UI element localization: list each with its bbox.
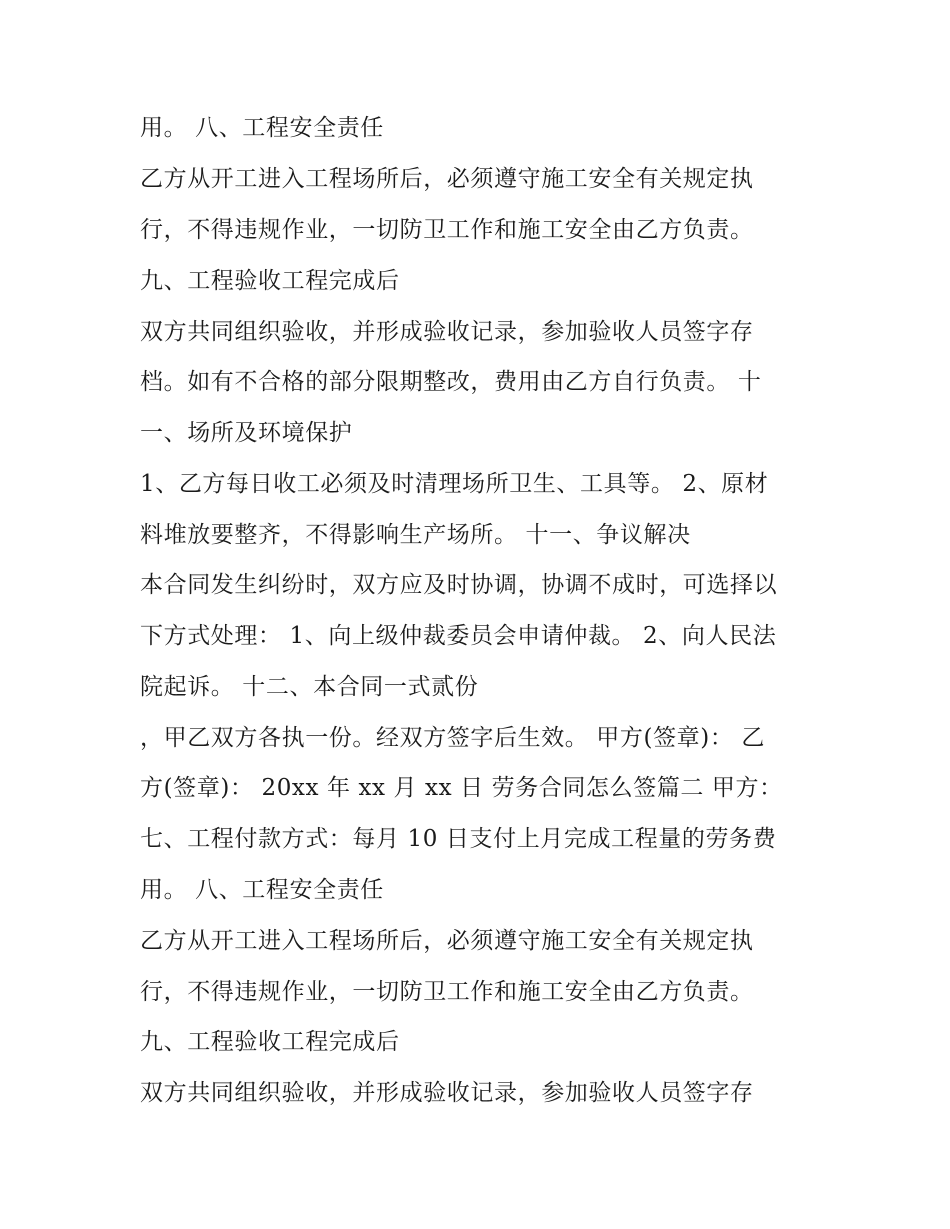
- text-line: 院起诉。 十二、本合同一式贰份: [140, 674, 479, 700]
- text-line: 行，不得违规作业，一切防卫工作和施工安全由乙方负责。: [140, 217, 754, 243]
- text-line: 下方式处理： 1、向上级仲裁委员会申请仲裁。 2、向人民法: [140, 623, 777, 649]
- text-line: 九、工程验收工程完成后: [140, 268, 400, 294]
- text-line: 用。 八、工程安全责任: [140, 877, 384, 903]
- text-line: 双方共同组织验收，并形成验收记录，参加验收人员签字存: [140, 1080, 754, 1106]
- text-line: 档。如有不合格的部分限期整改，费用由乙方自行负责。 十: [140, 369, 762, 395]
- text-line: ，甲乙双方各执一份。经双方签字后生效。 甲方(签章)： 乙: [140, 725, 765, 751]
- text-line: 一、场所及环境保护: [140, 420, 353, 446]
- text-line: 行，不得违规作业，一切防卫工作和施工安全由乙方负责。: [140, 979, 754, 1005]
- text-line: 方(签章)： 20xx 年 xx 月 xx 日 劳务合同怎么签篇二 甲方：: [140, 775, 783, 801]
- text-line: 本合同发生纠纷时，双方应及时协调，协调不成时，可选择以: [140, 572, 778, 598]
- text-line: 料堆放要整齐，不得影响生产场所。 十一、争议解决: [140, 522, 691, 548]
- text-line: 用。 八、工程安全责任: [140, 115, 384, 141]
- text-line: 乙方从开工进入工程场所后，必须遵守施工安全有关规定执: [140, 928, 754, 954]
- text-line: 乙方从开工进入工程场所后，必须遵守施工安全有关规定执: [140, 166, 754, 192]
- text-line: 1、乙方每日收工必须及时清理场所卫生、工具等。 2、原材: [140, 471, 769, 497]
- text-line: 双方共同组织验收，并形成验收记录，参加验收人员签字存: [140, 319, 754, 345]
- text-line: 七、工程付款方式：每月 10 日支付上月完成工程量的劳务费: [140, 826, 777, 852]
- text-line: 九、工程验收工程完成后: [140, 1029, 400, 1055]
